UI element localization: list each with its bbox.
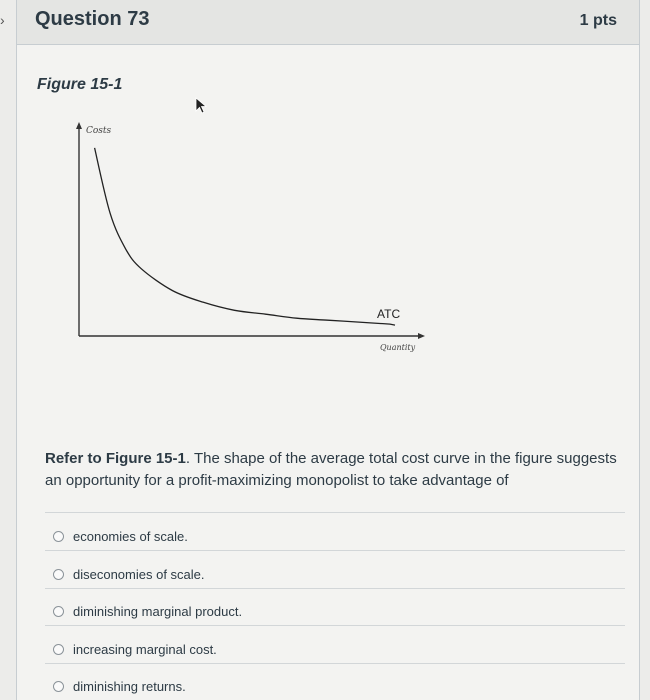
- answer-option[interactable]: [53, 638, 217, 660]
- question-card: [16, 0, 640, 700]
- divider: [45, 550, 625, 551]
- radio-button[interactable]: [53, 569, 64, 580]
- answer-label: diminishing returns.: [73, 678, 186, 694]
- answer-label: economies of scale.: [73, 528, 188, 544]
- divider: [45, 512, 625, 513]
- answer-option[interactable]: [53, 563, 205, 585]
- question-text-rest: . The shape of the average total cost curve in the figure suggests an opportunity for a profit-maximizing monopolist to take advantage of: [45, 450, 617, 489]
- radio-button[interactable]: [53, 606, 64, 617]
- x-axis-label: Quantity: [380, 343, 416, 352]
- y-axis-arrow-icon: [76, 122, 82, 129]
- atc-label: ATC: [377, 307, 401, 321]
- answer-label: diseconomies of scale.: [73, 566, 205, 582]
- question-points: 1 pts: [579, 12, 617, 29]
- y-axis-label: Costs: [86, 126, 112, 136]
- question-text: [45, 448, 625, 492]
- divider: [45, 625, 625, 626]
- answer-option[interactable]: [53, 600, 242, 622]
- question-header: [17, 0, 639, 45]
- answer-option[interactable]: [53, 675, 186, 697]
- divider: [45, 663, 625, 664]
- radio-button[interactable]: [53, 644, 64, 655]
- mouse-cursor-icon: [195, 97, 209, 115]
- atc-chart: [75, 118, 445, 368]
- atc-curve: [95, 148, 395, 325]
- figure-label: Figure 15-1: [37, 76, 123, 93]
- answer-label: increasing marginal cost.: [73, 641, 217, 657]
- radio-button[interactable]: [53, 681, 64, 692]
- question-text-bold: Refer to Figure 15-1: [45, 450, 186, 467]
- answer-label: diminishing marginal product.: [73, 603, 243, 619]
- radio-button[interactable]: [53, 531, 64, 542]
- answer-option[interactable]: [53, 525, 188, 547]
- question-title: Question 73: [35, 8, 150, 30]
- collapse-arrow-icon[interactable]: ›: [0, 12, 5, 28]
- x-axis-arrow-icon: [418, 333, 425, 339]
- divider: [45, 588, 625, 589]
